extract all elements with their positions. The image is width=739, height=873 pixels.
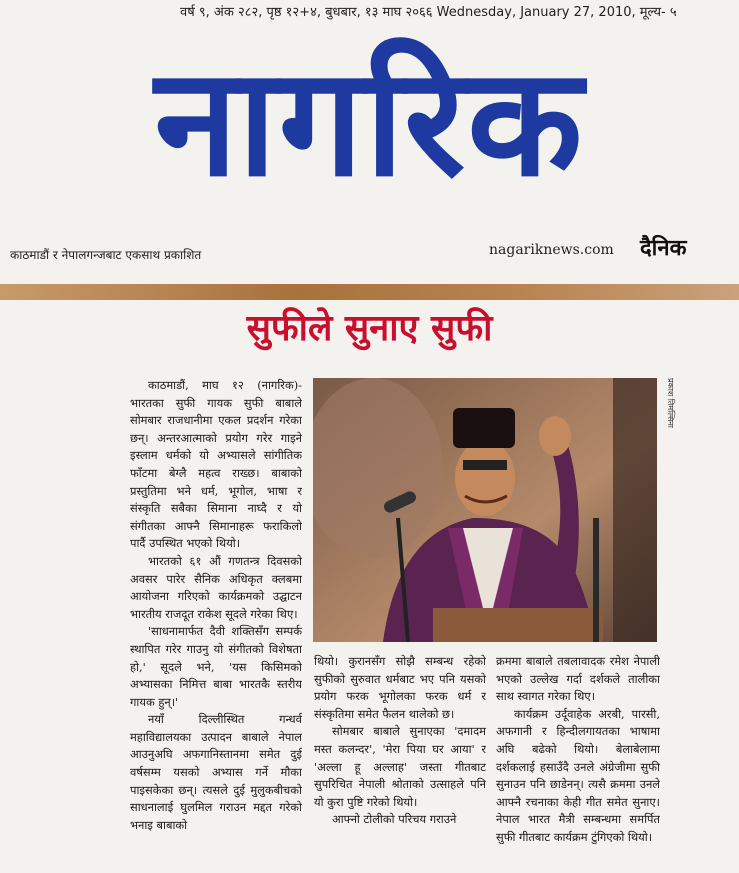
paragraph: भारतको ६१ औं गणतन्त्र दिवसको अवसर पारेर सैनिक अधिकृत क्लबमा आयोजना गरिएको कार्यक्रमको उद्घाटन भारतीय राजदूत राकेश सूदले गरेका थिए। [130, 553, 302, 621]
newspaper-title: नागरिक [154, 36, 585, 210]
masthead-divider [0, 284, 739, 300]
paragraph: काठमाडौं, माघ १२ (नागरिक)- भारतका सुफी गायक सुफी बाबाले सोमबार राजधानीमा एकल प्रदर्शन गरेका छन्। अन्तरआत्माको प्रयोग गरेर गाइने इस्लाम धर्मको यो अभ्यासले सांगीतिक फाँटमा बेग्लै महत्व राख्छ। बाबाको प्रस्तुतिमा भने धर्म, भूगोल, भाषा र संस्कृति सबैका सिमाना नाघ्दै र यो संगीतका आफ्नै सिमानाहरू फराकिलो पार्दै उपस्थित भएको थियो। [130, 378, 302, 551]
article-column-1 [130, 377, 302, 871]
paragraph: सोमबार बाबाले सुनाएका 'दमादम मस्त कलन्दर', 'मेरा पिया घर आया' र 'अल्ला हू अल्लाह' जस्ता गीतबाट सुपरिचित नेपाली श्रोताको उत्साहले पनि यो कुरा पुष्टि गरेको थियो। [314, 724, 486, 809]
daily-label: दैनिक [640, 236, 687, 261]
website-url: nagariknews.com [489, 242, 614, 258]
masthead-tagline: काठमाडौं र नेपालगन्जबाट एकसाथ प्रकाशित [10, 248, 202, 262]
paragraph: क्रममा बाबाले तबलावादक रमेश नेपाली भएको उल्लेख गर्दा दर्शकले तालीका साथ स्वागत गरेका थिए। [496, 654, 660, 704]
article-column-3 [496, 653, 660, 873]
paragraph: 'साधनामार्फत दैवी शक्तिसँग सम्पर्क स्थापित गरेर गाउनु यो संगीतको विशेषता हो,' सूदले भने, 'यस किसिमको अभ्यासका निमित्त बाबा भारतकै स्तरीय गायक हुन्।' [130, 624, 302, 709]
paragraph: थियो। कुरानसँग सोझै सम्बन्ध रहेको सुफीको सुरुवात धर्मबाट भए पनि यसको प्रयोग फरक भूगोलका फरक धर्म र संस्कृतिमा समेत फैलन थालेको छ। [314, 654, 486, 721]
article-headline: सुफीले सुनाए सुफी [246, 308, 493, 349]
edition-line: वर्ष ९, अंक २८२, पृष्ठ १२+४, बुधबार, १३ माघ २०६६ Wednesday, January 27, 2010, मूल्य- ५ [180, 5, 677, 20]
photo-credit: प्रकाश तिमल्सिना [666, 378, 675, 428]
article-column-2 [314, 653, 486, 873]
paragraph: कार्यक्रम उर्दूवाहेक अरबी, पारसी, अफगानी र हिन्दीलगायतका भाषामा अघि बढेको थियो। बेलाबेलामा दर्शकलाई हसाउँदै उनले अंग्रेजीमा सुफी सुनाउन पनि छाडेनन्। त्यसै क्रममा उनले आफ्नै रचनाका केही गीत समेत सुनाए। नेपाल भारत मैत्री सम्बन्धमा समर्पित सुफी गीतबाट कार्यक्रम टुंगिएको थियो। [496, 706, 660, 844]
paragraph: आफ्नो टोलीको परिचय गराउने [332, 812, 457, 827]
article-photo [313, 378, 657, 642]
paragraph: नयाँ दिल्लीस्थित गन्धर्व महाविद्यालयका उत्पादन बाबाले नेपाल आउनुअघि अफगानिस्तानमा समेत दुई वर्षसम्म यसको अभ्यास गर्ने मौका पाइसकेका छन्। त्यसले दुई मुलुकबीचको साधनालाई घुलमिल गराउन मद्दत गरेको भनाइ बाबाको [130, 712, 302, 832]
